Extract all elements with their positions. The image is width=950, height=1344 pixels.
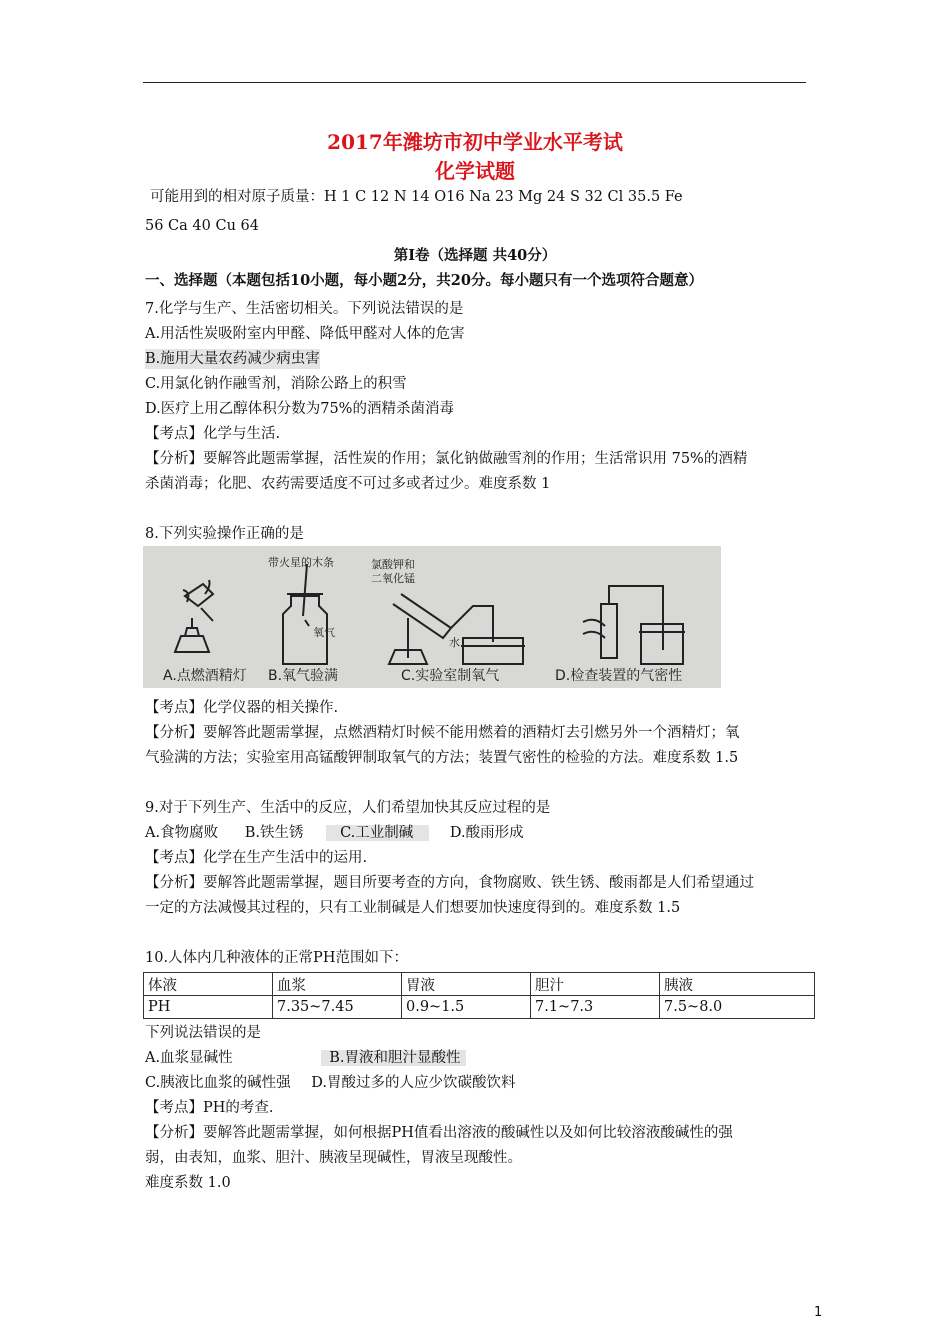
label-water: 水 [449,636,460,649]
label-glowing-splint: 带火星的木条 [268,556,334,569]
q10-fenxi-2: 弱，由表知，血浆、胆汁、胰液呈现碱性，胃液呈现酸性。 [145,1150,522,1166]
caption-d: D.检查装置的气密性 [555,668,683,684]
section-title: 第Ⅰ卷（选择题 共40分） [393,247,557,264]
q9-options [145,823,524,843]
part-one-heading: 一、选择题（本题包括10小题，每小题2分，共20分。每小题只有一个选项符合题意） [145,272,703,289]
q9-fenxi-2: 一定的方法减慢其过程的，只有工业制碱是人们想要加快速度得到的。难度系数 1.5 [145,900,681,916]
lab-operations-figure [143,546,721,688]
table-cell: 0.9~1.5 [402,996,531,1019]
q8-stem: 8.下列实验操作正确的是 [145,526,304,542]
q7-fenxi-1: 【分析】要解答此题需掌握，活性炭的作用；氯化钠做融雪剂的作用；生活常识用 75%的酒精 [145,451,748,467]
q10-option-a: A.血浆显碱性 [145,1050,233,1066]
label-reagent-2: 二氧化锰 [371,572,415,585]
q7-option-c: C.用氯化钠作融雪剂，消除公路上的积雪 [145,376,407,392]
q10-sub-stem: 下列说法错误的是 [145,1025,261,1041]
q10-option-c: C.胰液比血浆的碱性强 [145,1075,291,1091]
q9-option-b: B.铁生锈 [244,825,304,841]
label-reagent-1: 氯酸钾和 [371,558,415,571]
airtightness-illustration [583,586,685,664]
table-cell: 胃液 [402,973,531,996]
table-cell: 7.1~7.3 [531,996,660,1019]
q8-kaodian: 【考点】化学仪器的相关操作. [145,700,339,716]
table-cell: 血浆 [273,973,402,996]
q7-option-a: A.用活性炭吸附室内甲醛、降低甲醛对人体的危害 [145,326,465,342]
q10-options-ab [145,1048,466,1068]
oxygen-apparatus-illustration [389,594,525,664]
header-rule [143,82,806,83]
gas-bottle-illustration [283,564,327,664]
q9-stem: 9.对于下列生产、生活中的反应，人们希望加快其反应过程的是 [145,800,551,816]
q10-option-b: B.胃液和胆汁显酸性 [321,1050,466,1066]
table-cell: 胰液 [660,973,815,996]
q10-option-d: D.胃酸过多的人应少饮碳酸饮料 [311,1075,516,1091]
table-cell: 体液 [144,973,273,996]
q8-fenxi-2: 气验满的方法；实验室用高锰酸钾制取氧气的方法；装置气密性的检验的方法。难度系数 1.5 [145,750,739,766]
table-header-row [144,973,815,996]
q7-option-d: D.医疗上用乙醇体积分数为75%的酒精杀菌消毒 [145,401,454,417]
q10-options-cd [145,1073,516,1093]
q10-kaodian: 【考点】PH的考查. [145,1100,274,1116]
atomic-mass-line-2: 56 Ca 40 Cu 64 [145,218,259,234]
table-cell: 7.35~7.45 [273,996,402,1019]
q10-stem: 10.人体内几种液体的正常PH范围如下： [145,950,408,966]
page-number: 1 [814,1305,823,1320]
q7-option-b: B.施用大量农药减少病虫害 [145,351,320,367]
table-cell: 7.5~8.0 [660,996,815,1019]
q9-kaodian: 【考点】化学在生产生活中的运用. [145,850,368,866]
caption-c: C.实验室制氧气 [401,668,500,684]
table-row [144,996,815,1019]
caption-b: B.氧气验满 [268,668,339,684]
ph-table [143,972,815,1019]
label-oxygen: 氧气 [313,626,335,639]
q9-option-d: D.酸雨形成 [449,825,524,841]
table-cell: 胆汁 [531,973,660,996]
atomic-mass-line-1: 可能用到的相对原子质量：H 1 C 12 N 14 O16 Na 23 Mg 24 S 32 Cl 35.5 Fe [150,189,683,205]
q9-fenxi-1: 【分析】要解答此题需掌握，题目所要考查的方向，食物腐败、铁生锈、酸雨都是人们希望通过 [145,875,754,891]
q9-option-a: A.食物腐败 [145,825,219,841]
q8-fenxi-1: 【分析】要解答此题需掌握，点燃酒精灯时候不能用燃着的酒精灯去引燃另外一个酒精灯；氧 [145,725,740,741]
q9-option-c: C.工业制碱 [326,825,429,841]
alcohol-lamp-illustration [175,580,213,652]
q10-fenxi-1: 【分析】要解答此题需掌握，如何根据PH值看出溶液的酸碱性以及如何比较溶液酸碱性的强 [145,1125,733,1141]
caption-a: A.点燃酒精灯 [163,668,247,684]
q7-fenxi-2: 杀菌消毒；化肥、农药需要适度不可过多或者过少。难度系数 1 [145,476,551,492]
q7-kaodian: 【考点】化学与生活. [145,426,281,442]
table-cell: PH [144,996,273,1019]
exam-title: 2017年潍坊市初中学业水平考试 [327,130,623,154]
q10-difficulty: 难度系数 1.0 [145,1175,231,1191]
exam-subtitle: 化学试题 [435,159,515,183]
q7-stem: 7.化学与生产、生活密切相关。下列说法错误的是 [145,301,464,317]
